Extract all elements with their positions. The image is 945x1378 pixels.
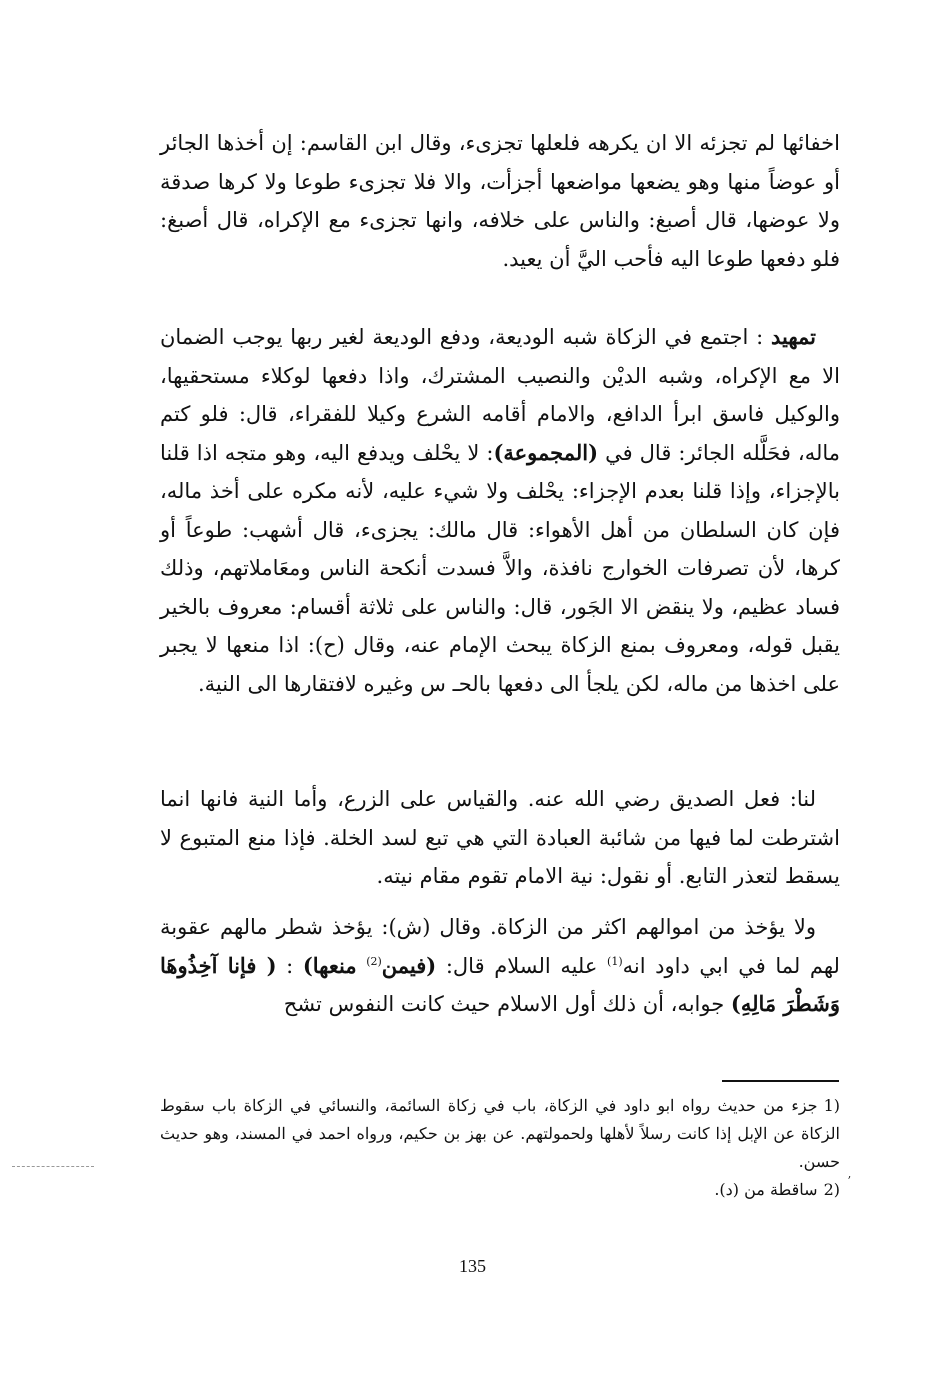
main-text-paragraph-1 — [160, 124, 840, 278]
paragraph-2 — [160, 318, 840, 703]
source-ref-majmua: (المجموعة) — [493, 439, 599, 465]
footnote-2-text: ساقطة من (د). — [714, 1180, 818, 1199]
footnote-separator — [722, 1080, 839, 1082]
footnote-1-text: جزء من حديث رواه ابو داود في الزكاة، باب في زكاة السائمة، والنسائي في الزكاة باب سقوط الزكاة عن الإبل إذا كانت رسلاً لأهلها ولحمولتهم. عن بهز بن حكيم، ورواه احمد في المسند، وهو حديث حسن. — [160, 1096, 841, 1171]
scan-artifact-mark: ʼ — [847, 1174, 851, 1188]
section-heading-tamhid: تمهيد — [770, 324, 816, 349]
page-number: 135 — [459, 1256, 486, 1276]
footnote-1 — [160, 1092, 840, 1176]
quote-end: منعها) — [302, 952, 357, 978]
paragraph-4 — [160, 908, 840, 1024]
footnote-2 — [160, 1176, 840, 1204]
paragraph-4-text-a: ولا يؤخذ من اموالهم اكثر من الزكاة. وقال — [439, 915, 816, 939]
source-ref-h: (ح) — [314, 633, 345, 657]
footnotes — [160, 1092, 840, 1204]
paragraph-2-text-a: : اجتمع في الزكاة شبه الوديعة، ودفع الوديعة لغير ربها يوجب الضمان الا مع الإكراه، وشبه الديْن والنصيب المشترك، واذا دفعها لوكلاء مستحقيها، والوكيل فاسق ابرأ الدافع، والامام أقامه الشرع وكيلا للفقراء، قال: فلو كتم ماله، فحَلَّله الجائر: قال في — [160, 325, 840, 465]
hadith-quote: ( فإنا آخِذُوهَا وَشَطْرَ مَالِهِ) — [160, 952, 840, 1016]
paragraph-2-text-c: : اذا منعها لا يجبر على اخذها من ماله، لكن يلجأ الى دفعها بالحـ س وغيره لافتقارها الى النية. — [160, 633, 840, 696]
footnote-2-number: 2) — [823, 1180, 840, 1199]
footnote-1-number: 1) — [823, 1096, 840, 1115]
paragraph-1-text: اخفائها لم تجزئه الا ان يكرهه فلعلها تجزىء، وقال ابن القاسم: إن أخذها الجائر أو عوضاً منها وهو يضعها مواضعها أجزأت، والا فلا تجزىء طوعا ولا كرها صدقة ولا عوضها، قال أصبغ: والناس على خلافه، وانها تجزىء مع الإكراه، قال أصبغ: فلو دفعها طوعا اليه فأحب اليَّ أن يعيد. — [160, 131, 840, 271]
paragraph-4-text-b: : يؤخذ شطر مالهم عقوبة لهم لما في ابي داود انه — [160, 915, 840, 978]
scan-artifact-line — [12, 1166, 94, 1167]
main-text-paragraph-2 — [160, 318, 840, 703]
paragraph-3-text: لنا: فعل الصديق رضي الله عنه. والقياس على الزرع، وأما النية فانها انما اشترطت لما فيها من شائبة العبادة التي هي تبع لسد الخلة. فإذا منع المتبوع لا يسقط لتعذر التابع. أو نقول: نية الامام تقوم مقام نيته. — [160, 787, 840, 888]
paragraph-4-text-e: جوابه، أن ذلك أول الاسلام حيث كانت النفوس تشح — [283, 992, 725, 1016]
quote-start: (فيمن — [381, 952, 437, 978]
footnote-marker-2: (2) — [366, 954, 382, 968]
source-ref-sh: (ش) — [388, 915, 431, 939]
footnote-marker-1: (1) — [607, 954, 623, 968]
paragraph-2-text-b: : لا يحْلف ويدفع اليه، وهو متجه اذا قلنا بالإجزاء، وإذا قلنا بعدم الإجزاء: يحْلف ولا شيء عليه، لأنه مكره على أخذ ماله، فإن كان السلطان من أهل الأهواء: قال مالك: يجزىء، قال أشهب: طوعاً أو كرها، لأن تصرفات الخوارج نافذة، والاَّ فسدت أنكحة الناس ومعَاملاتهم، وذلك فساد عظيم، ولا ينقض الا الجَور، قال: والناس على ثلاثة أقسام: معروف بالخير يقبل قوله، ومعروف بمنع الزكاة يبحث الإمام عنه، وقال — [160, 440, 840, 657]
main-text-paragraph-3 — [160, 780, 840, 896]
main-text-paragraph-4 — [160, 908, 840, 1024]
paragraph-4-colon: : — [286, 953, 294, 978]
paragraph-4-text-c: عليه السلام قال: — [445, 953, 598, 978]
